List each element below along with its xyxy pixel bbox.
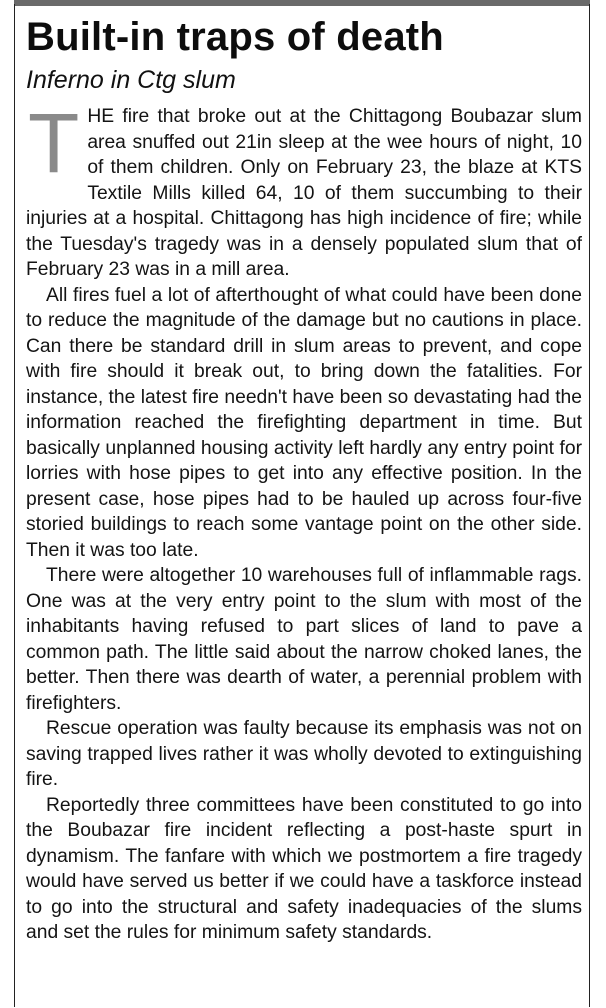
subheadline: Inferno in Ctg slum [26,66,236,94]
paragraph-1-text: HE fire that broke out at the Chittagong Boubazar slum area snuffed out 21in sleep at the wee hours of night, 10 of them children. Only on February 23, the blaze at KTS Textile Mills killed 64, 10 of them succumbing to their injuries at a hospital. Chittagong has high incidence of fire; while the Tuesday's tragedy was in a densely populated slum that of February 23 was in a mill area. [26,106,582,280]
paragraph-5: Reportedly three committees have been constituted to go into the Boubazar fire incident reflecting a post-haste spurt in dynamism. The fanfare with which we postmortem a fire tragedy would have served us better if we could have a taskforce instead to go into the structural and safety inadequacies of the slums and set the rules for minimum safety standards. [26,794,582,943]
paragraph-3: There were altogether 10 warehouses full of inflammable rags. One was at the very entry point to the slum with most of the inhabitants having refused to part slices of land to pave a common path. The little said about the narrow choked lanes, the better. Then there was dearth of water, a perennial problem with firefighters. [26,565,582,714]
drop-cap: T [28,96,80,190]
paragraph-4: Rescue operation was faulty because its emphasis was not on saving trapped lives rather it was wholly devoted to extinguishing fire. [26,718,582,790]
paragraph-1 [26,96,582,283]
headline: Built-in traps of death [26,15,444,59]
article-body [26,96,582,946]
paragraph-2: All fires fuel a lot of afterthought of what could have been done to reduce the magnitude of the damage but no cautions in place. Can there be standard drill in slum areas to prevent, and cope with fire should it break out, to bring down the fatalities. For instance, the latest fire needn't have been so devastating had the information reached the firefighting department in time. But basically unplanned housing activity left hardly any entry point for lorries with hose pipes to get into any effective position. In the present case, hose pipes had to be hauled up across four-five storied buildings to reach some vantage point on the other side. Then it was too late. [26,284,582,561]
